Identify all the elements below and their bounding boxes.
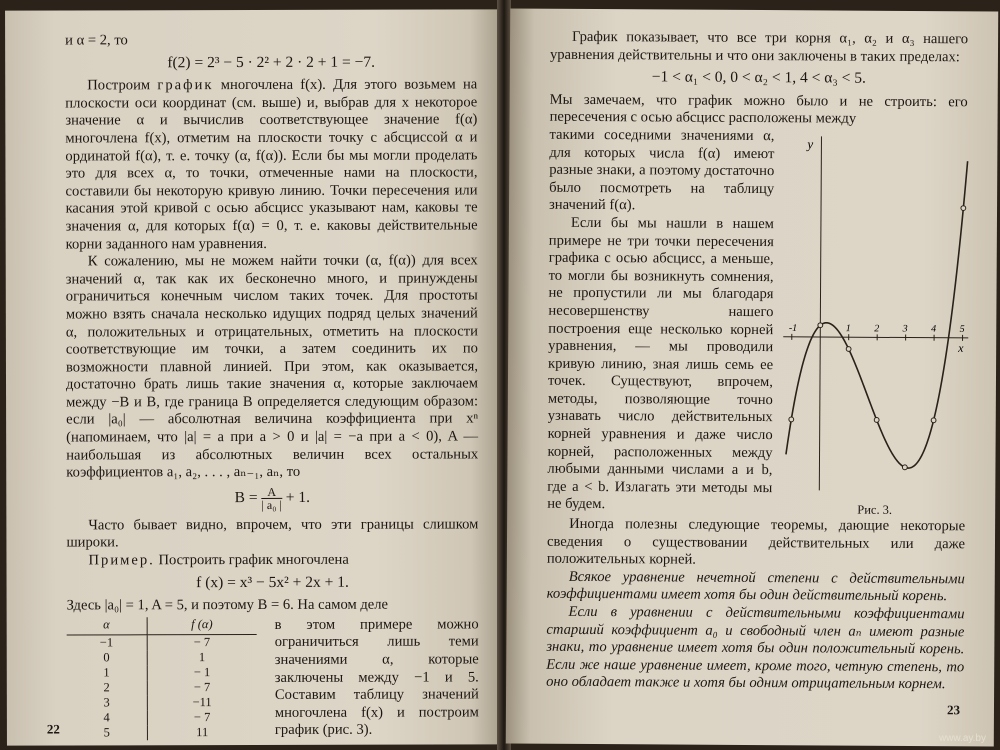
figure-side-text (547, 127, 774, 517)
formula-polynomial: f (x) = x³ − 5x² + 2x + 1. (196, 573, 349, 591)
left-page (5, 9, 501, 745)
data-point (874, 418, 879, 423)
watermark: www.ay.by (938, 733, 986, 744)
table-row: 2 − 7 (67, 680, 257, 695)
data-point (818, 323, 823, 328)
data-point (846, 347, 851, 352)
paragraph: такими соседними значениями α, для которых числа f(α) имеют разные знаки, а поэтому достаточно было посмотреть на таблицу значений f(α). (549, 126, 775, 214)
page-number: 22 (46, 721, 60, 737)
y-axis (819, 136, 821, 490)
paragraph: Если бы мы нашли в нашем примере не три точки пересечения графика с осью абсцисс, а меньше, то могли бы возникнуть сомнения, не пропустили ли мы благодаря несовершенству нашего построения еще несколько корней уравнения, — мы проводили кривую линию, зная лишь семь ее точек. Существуют, впрочем, методы, позволяющие точно узнавать число действительных корней уравнения и даже число корней, расположенных между любыми данными числами a и b, где a < b. Излагать эти методы мы не будем. (547, 214, 774, 513)
data-point (961, 206, 966, 211)
text-line: и α = 2, то (65, 32, 128, 49)
x-tick-label: 5 (959, 323, 965, 335)
table-row: 1 − 1 (67, 665, 257, 680)
values-table (67, 617, 257, 741)
paragraph: К сожалению, мы не можем найти точки (α, f(α)) для всех значений α, так как их бесконечно много, и принуждены ограничиться конечным числом таких точек. Для простоты можно взять сначала несколько идущих подряд целых значений α, положительных и отрицательных, отметить на плоскости соответствующие им точки, а затем соединить их по возможности плавной линией. При этом, как оказывается, достаточно брать лишь такие значения α, которые заключаем между −B и B, где граница B определяется следующим образом: если |a₀| — абсолютная величина коэффициента при xⁿ (напоминаем, что |a| = a при a > 0 и |a| = −a при a < 0), A — наибольшая из абсолютных величин всех остальных коэффициентов a₁, a₂, . . . , aₙ₋₁, aₙ, то (65, 252, 479, 481)
figure-section (547, 127, 967, 519)
paragraph: Мы замечаем, что график можно было и не строить: его пересечения с осью абсцисс расположены между (549, 91, 968, 128)
table-row: 3 −11 (67, 695, 257, 710)
formula-f2: f(2) = 2³ − 5 · 2² + 2 · 2 + 1 = −7. (167, 53, 376, 71)
y-axis-label: y (807, 136, 814, 152)
table-header: f (α) (147, 617, 257, 635)
paragraph: Здесь |a₀| = 1, A = 5, и поэтому B = 6. На самом деле (66, 596, 389, 614)
paragraph: Построим график многочлена f(x). Для этого возьмем на плоскости оси координат (см. выше) и, выбрав для x некоторое значение α и вычислив соответствующее значение f(α) многочлена f(x), отметим на плоскости точку с абсциссой α и ординатой f(α), т. е. точку (α, f(α)). Если бы мы могли проделать это для всех α, то точки, отмеченные нами на плоскости, составили бы некоторую кривую линию. Точки пересечения или касания этой кривой с осью абсцисс указывают нам, каковы те значения α, для которых f(α) = 0, т. е. каковы действительные корни заданного нам уравнения. (65, 76, 478, 253)
table-row: −1 − 7 (67, 634, 257, 650)
table-row: 5 11 (67, 725, 257, 741)
theorem-odd-degree: Всякое уравнение нечетной степени с действительными коэффициентами имеет хотя бы один действительный корень. (546, 568, 965, 605)
table-header: α (67, 617, 147, 635)
formula-bound: B = $\frac{A}{\text{| a₀ |}}$ + 1. (234, 484, 310, 512)
x-tick-label: -1 (788, 322, 798, 334)
theorem-sign-change: Если в уравнении с действительными коэффициентами старший коэффициент a₀ и свободный член aₙ имеют разные знаки, то уравнение имеет хотя бы один положительный корень. Если же наше уравнение имеет, кроме того, четную степень, то оно обладает также и хотя бы одним отрицательным корнем. (546, 603, 965, 693)
page-number: 23 (946, 702, 961, 718)
x-axis-label: x (958, 340, 964, 355)
x-tick-label: 1 (845, 323, 851, 335)
polynomial-graph (772, 128, 979, 499)
x-tick-label: 4 (931, 323, 937, 335)
x-tick-label: 2 (874, 323, 880, 335)
data-point (931, 418, 936, 423)
data-point (902, 465, 907, 470)
figure-3 (772, 128, 979, 518)
formula-root-bounds: −1 < α₁ < 0, 0 < α₂ < 1, 4 < α₃ < 5. (651, 68, 866, 87)
data-point (789, 417, 794, 422)
paragraph: в этом примере можно ограничиться лишь теми значениями α, которые заключены между −1 и 5. Составим таблицу значений многочлена f(x) и построим график (рис. 3). (274, 616, 479, 739)
paragraph: Иногда полезны следующие теоремы, дающие некоторые сведения о существовании действительных или даже положительных корней. (546, 515, 966, 568)
x-tick-label: 3 (902, 323, 908, 335)
table-row: 0 1 (67, 650, 257, 665)
example-heading: Пример. Построить график многочлена (88, 551, 349, 569)
paragraph: График показывает, что все три корня α₁, α₂ и α₃ нашего уравнения действительны и что они заключены в таких пределах: (549, 28, 969, 65)
figure-caption: Рис. 3. (857, 502, 893, 517)
table-section (67, 616, 479, 740)
paragraph: Часто бывает видно, впрочем, что эти границы слишком широки. (66, 516, 479, 551)
table-row: 4 − 7 (67, 710, 257, 725)
right-page (506, 9, 998, 747)
